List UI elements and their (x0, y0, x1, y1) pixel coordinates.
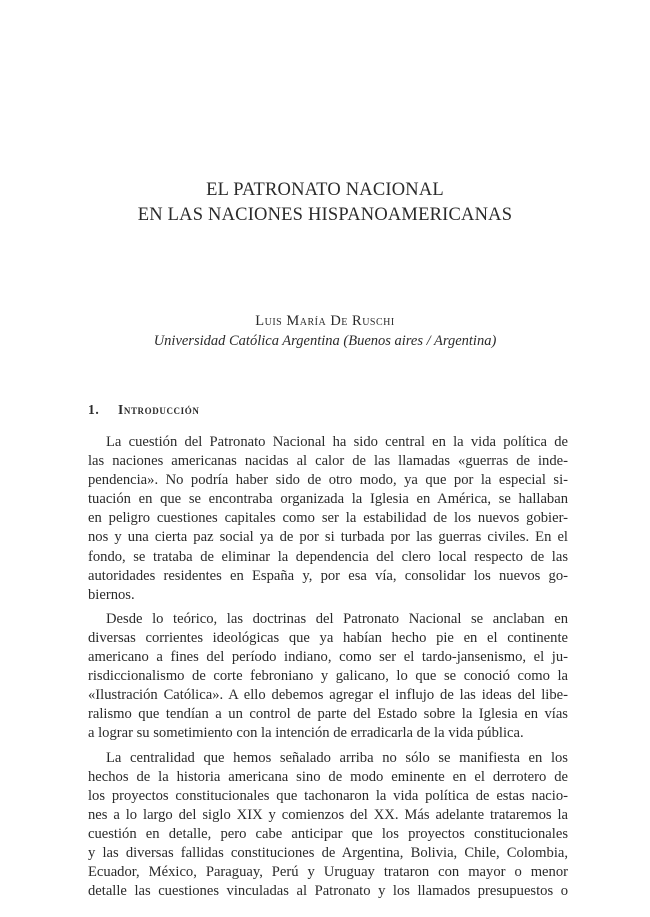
text-line: tuación en que se encontraba organizada la Iglesia en América, se hallaban (88, 491, 568, 508)
text-line: «Ilustración Católica». A ello debemos agregar el influjo de las ideas del libe- (88, 687, 568, 704)
text-line: Ecuador, México, Paraguay, Perú y Uruguay trataron con mayor o menor (88, 864, 568, 881)
paragraph (88, 749, 568, 902)
text-line: los proyectos constitucionales que tachonaron la vida política de estas nacio- (88, 787, 568, 804)
text-line: a lograr su sometimiento con la intención de erradicarla de la vida pública. (88, 725, 524, 742)
author-name: Luis María De Ruschi (255, 313, 395, 329)
text-line: diversas corrientes ideológicas que ya habían hecho pie en el continente (88, 629, 568, 646)
text-line: detalle las cuestiones vinculadas al Patronato y los llamados presupuestos o (88, 883, 568, 900)
text-line: nos y una cierta paz social ya de por si turbada por las guerras civiles. En el (88, 529, 568, 546)
author-affiliation: Universidad Católica Argentina (Buenos aires / Argentina) (153, 333, 497, 349)
paragraph (88, 433, 568, 605)
text-line: risdiccionalismo de corte febroniano y galicano, lo que se conoció como la (88, 668, 568, 685)
text-line: cuestión en detalle, pero cabe anticipar que los proyectos constitucionales (88, 825, 568, 842)
section-title: Introducción (117, 402, 200, 417)
article-title (0, 178, 650, 228)
section-heading (88, 402, 199, 418)
text-line: en peligro cuestiones capitales como ser la estabilidad de los nuevos gobier- (88, 510, 568, 527)
text-line: hechos de la historia americana sino de modo eminente en el derrotero de (88, 768, 568, 785)
text-line: pendencia». No podría haber sido de otro modo, ya que por la especial si- (88, 472, 568, 489)
text-line: La cuestión del Patronato Nacional ha sido central en la vida política de (106, 434, 568, 450)
article-title-line-1: EL PATRONATO NACIONAL (206, 180, 444, 200)
text-line: ralismo que tendían a un control de parte del Estado sobre la Iglesia en vías (88, 706, 568, 723)
text-line: nes a lo largo del siglo XIX y comienzos del XX. Más adelante trataremos la (88, 806, 568, 823)
section-number: 1. (88, 402, 100, 417)
article-title-line-2: EN LAS NACIONES HISPANOAMERICANAS (137, 205, 513, 225)
text-line: autoridades residentes en España y, por esa vía, consolidar los nuevos go- (88, 567, 568, 584)
body-text (88, 433, 568, 906)
text-line: y las diversas fallidas constituciones de Argentina, Bolivia, Chile, Colombia, (88, 844, 568, 861)
text-line: biernos. (88, 586, 135, 603)
text-line: La centralidad que hemos señalado arriba no sólo se manifiesta en los (106, 749, 568, 766)
text-line: americano a fines del período indiano, como ser el tardo-jansenismo, el ju- (88, 649, 568, 666)
text-line: fondo, se trataba de eliminar la dependencia del clero local respecto de las (88, 548, 568, 565)
text-line: Desde lo teórico, las doctrinas del Patronato Nacional se anclaban en (106, 610, 568, 627)
paragraph (88, 610, 568, 744)
text-line: las naciones americanas nacidas al calor de las llamadas «guerras de inde- (88, 453, 568, 470)
